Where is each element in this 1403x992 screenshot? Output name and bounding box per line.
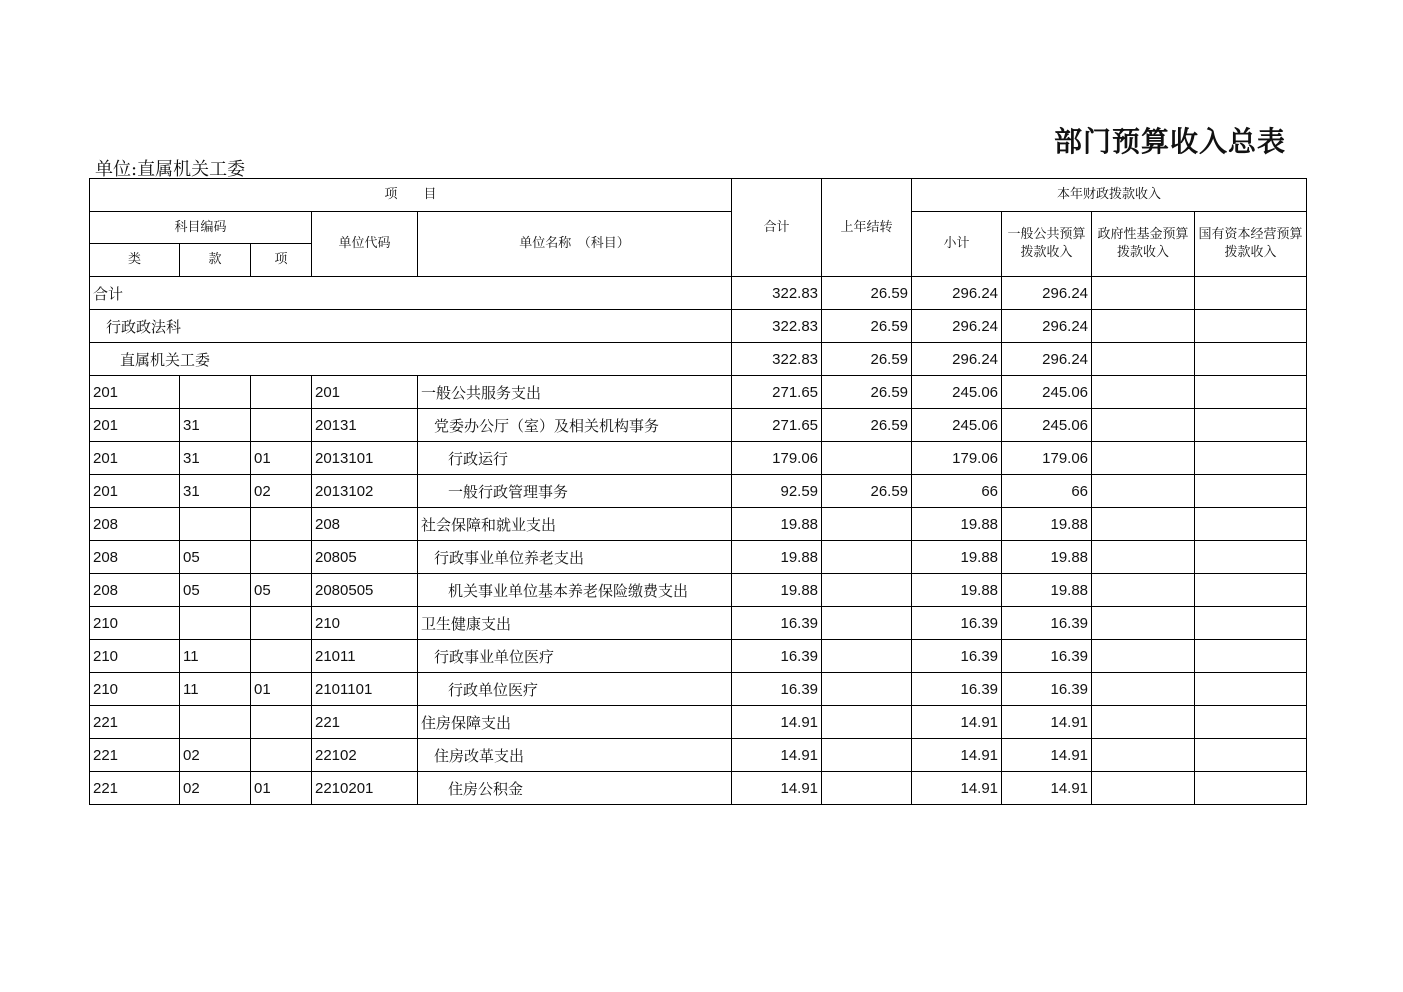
cell-subtotal: 66 xyxy=(912,475,1002,508)
cell-total: 271.65 xyxy=(732,409,822,442)
cell-kuan: 31 xyxy=(180,442,251,475)
cell-unit-code: 208 xyxy=(312,508,418,541)
cell-gov-fund xyxy=(1092,640,1195,673)
summary-row xyxy=(90,277,1307,310)
cell-kuan: 05 xyxy=(180,541,251,574)
cell-subtotal: 14.91 xyxy=(912,772,1002,805)
cell-carryover: 26.59 xyxy=(822,475,912,508)
table-row xyxy=(90,640,1307,673)
cell-total: 19.88 xyxy=(732,541,822,574)
cell-state-capital xyxy=(1195,475,1307,508)
cell-lei: 208 xyxy=(90,574,180,607)
cell-unit-name: 一般行政管理事务 xyxy=(418,475,732,508)
header-project: 项 目 xyxy=(90,179,732,212)
cell-xiang xyxy=(251,607,312,640)
cell-kuan: 02 xyxy=(180,772,251,805)
cell-general-public: 16.39 xyxy=(1002,640,1092,673)
header-subtotal: 小计 xyxy=(912,212,1002,277)
cell-subtotal: 296.24 xyxy=(912,343,1002,376)
cell-gov-fund xyxy=(1092,673,1195,706)
cell-subtotal: 19.88 xyxy=(912,574,1002,607)
cell-kuan: 31 xyxy=(180,409,251,442)
cell-carryover xyxy=(822,574,912,607)
cell-carryover xyxy=(822,706,912,739)
unit-label: 单位:直属机关工委 xyxy=(95,159,246,180)
cell-total: 14.91 xyxy=(732,739,822,772)
cell-general-public: 66 xyxy=(1002,475,1092,508)
table-row xyxy=(90,607,1307,640)
cell-total: 322.83 xyxy=(732,277,822,310)
cell-subtotal: 296.24 xyxy=(912,310,1002,343)
header-unit-code: 单位代码 xyxy=(312,212,418,277)
summary-label: 合计 xyxy=(90,277,732,310)
cell-state-capital xyxy=(1195,376,1307,409)
table-row xyxy=(90,376,1307,409)
table-row xyxy=(90,508,1307,541)
cell-unit-name: 住房改革支出 xyxy=(418,739,732,772)
cell-gov-fund xyxy=(1092,739,1195,772)
cell-kuan xyxy=(180,607,251,640)
cell-state-capital xyxy=(1195,574,1307,607)
cell-total: 19.88 xyxy=(732,574,822,607)
cell-general-public: 245.06 xyxy=(1002,376,1092,409)
cell-general-public: 296.24 xyxy=(1002,277,1092,310)
header-gov-fund: 政府性基金预算拨款收入 xyxy=(1092,212,1195,277)
cell-unit-name: 党委办公厅（室）及相关机构事务 xyxy=(418,409,732,442)
table-row xyxy=(90,442,1307,475)
cell-lei: 201 xyxy=(90,376,180,409)
cell-carryover xyxy=(822,673,912,706)
cell-unit-code: 2101101 xyxy=(312,673,418,706)
cell-unit-code: 20131 xyxy=(312,409,418,442)
cell-state-capital xyxy=(1195,739,1307,772)
summary-row xyxy=(90,310,1307,343)
table-row xyxy=(90,772,1307,805)
cell-kuan: 11 xyxy=(180,640,251,673)
cell-gov-fund xyxy=(1092,442,1195,475)
cell-state-capital xyxy=(1195,640,1307,673)
table-row xyxy=(90,574,1307,607)
cell-carryover: 26.59 xyxy=(822,277,912,310)
cell-state-capital xyxy=(1195,508,1307,541)
cell-unit-name: 住房公积金 xyxy=(418,772,732,805)
cell-general-public: 296.24 xyxy=(1002,310,1092,343)
cell-carryover xyxy=(822,739,912,772)
cell-total: 19.88 xyxy=(732,508,822,541)
cell-xiang xyxy=(251,508,312,541)
table-row xyxy=(90,706,1307,739)
cell-gov-fund xyxy=(1092,541,1195,574)
cell-carryover: 26.59 xyxy=(822,376,912,409)
table-row xyxy=(90,673,1307,706)
cell-general-public: 19.88 xyxy=(1002,541,1092,574)
cell-subtotal: 245.06 xyxy=(912,409,1002,442)
cell-gov-fund xyxy=(1092,475,1195,508)
cell-lei: 210 xyxy=(90,673,180,706)
cell-state-capital xyxy=(1195,541,1307,574)
cell-kuan xyxy=(180,508,251,541)
cell-general-public: 14.91 xyxy=(1002,706,1092,739)
cell-unit-code: 2013101 xyxy=(312,442,418,475)
cell-general-public: 296.24 xyxy=(1002,343,1092,376)
cell-total: 92.59 xyxy=(732,475,822,508)
cell-state-capital xyxy=(1195,409,1307,442)
cell-subtotal: 14.91 xyxy=(912,739,1002,772)
cell-gov-fund xyxy=(1092,277,1195,310)
cell-kuan: 05 xyxy=(180,574,251,607)
header-row-1 xyxy=(90,179,1307,212)
cell-lei: 201 xyxy=(90,442,180,475)
cell-carryover xyxy=(822,772,912,805)
cell-subtotal: 16.39 xyxy=(912,640,1002,673)
cell-state-capital xyxy=(1195,772,1307,805)
cell-carryover xyxy=(822,508,912,541)
summary-row xyxy=(90,343,1307,376)
cell-state-capital xyxy=(1195,277,1307,310)
cell-kuan xyxy=(180,376,251,409)
cell-xiang xyxy=(251,376,312,409)
table-row xyxy=(90,541,1307,574)
cell-lei: 201 xyxy=(90,409,180,442)
cell-xiang xyxy=(251,409,312,442)
cell-gov-fund xyxy=(1092,310,1195,343)
cell-carryover: 26.59 xyxy=(822,343,912,376)
header-last-year-carryover: 上年结转 xyxy=(822,179,912,277)
cell-unit-code: 22102 xyxy=(312,739,418,772)
cell-general-public: 14.91 xyxy=(1002,739,1092,772)
cell-general-public: 16.39 xyxy=(1002,673,1092,706)
cell-subtotal: 245.06 xyxy=(912,376,1002,409)
cell-unit-name: 行政事业单位医疗 xyxy=(418,640,732,673)
cell-subtotal: 179.06 xyxy=(912,442,1002,475)
budget-income-table xyxy=(89,178,1307,805)
table-row xyxy=(90,739,1307,772)
cell-general-public: 179.06 xyxy=(1002,442,1092,475)
table-row xyxy=(90,475,1307,508)
cell-total: 322.83 xyxy=(732,343,822,376)
cell-gov-fund xyxy=(1092,376,1195,409)
cell-carryover xyxy=(822,640,912,673)
header-subject-code: 科目编码 xyxy=(90,212,312,244)
cell-gov-fund xyxy=(1092,772,1195,805)
cell-total: 322.83 xyxy=(732,310,822,343)
cell-total: 14.91 xyxy=(732,772,822,805)
cell-general-public: 16.39 xyxy=(1002,607,1092,640)
cell-kuan: 11 xyxy=(180,673,251,706)
cell-gov-fund xyxy=(1092,574,1195,607)
cell-state-capital xyxy=(1195,706,1307,739)
header-state-capital: 国有资本经营预算拨款收入 xyxy=(1195,212,1307,277)
cell-lei: 221 xyxy=(90,772,180,805)
cell-total: 16.39 xyxy=(732,607,822,640)
cell-unit-name: 行政单位医疗 xyxy=(418,673,732,706)
cell-xiang: 01 xyxy=(251,442,312,475)
cell-lei: 210 xyxy=(90,640,180,673)
cell-unit-code: 20805 xyxy=(312,541,418,574)
cell-xiang: 02 xyxy=(251,475,312,508)
cell-xiang xyxy=(251,739,312,772)
cell-unit-code: 2080505 xyxy=(312,574,418,607)
cell-unit-name: 一般公共服务支出 xyxy=(418,376,732,409)
cell-carryover xyxy=(822,607,912,640)
cell-unit-code: 21011 xyxy=(312,640,418,673)
header-current-year-fiscal: 本年财政拨款收入 xyxy=(912,179,1307,212)
cell-xiang xyxy=(251,541,312,574)
cell-unit-name: 卫生健康支出 xyxy=(418,607,732,640)
cell-general-public: 245.06 xyxy=(1002,409,1092,442)
cell-kuan xyxy=(180,706,251,739)
cell-xiang xyxy=(251,640,312,673)
cell-total: 16.39 xyxy=(732,640,822,673)
cell-lei: 208 xyxy=(90,541,180,574)
cell-general-public: 19.88 xyxy=(1002,574,1092,607)
cell-unit-code: 201 xyxy=(312,376,418,409)
cell-state-capital xyxy=(1195,607,1307,640)
header-lei: 类 xyxy=(90,244,180,277)
cell-unit-name: 社会保障和就业支出 xyxy=(418,508,732,541)
cell-carryover: 26.59 xyxy=(822,409,912,442)
cell-state-capital xyxy=(1195,343,1307,376)
summary-label: 直属机关工委 xyxy=(90,343,732,376)
cell-lei: 208 xyxy=(90,508,180,541)
header-kuan: 款 xyxy=(180,244,251,277)
cell-subtotal: 19.88 xyxy=(912,508,1002,541)
cell-carryover xyxy=(822,541,912,574)
cell-carryover xyxy=(822,442,912,475)
cell-gov-fund xyxy=(1092,706,1195,739)
cell-lei: 221 xyxy=(90,706,180,739)
cell-general-public: 19.88 xyxy=(1002,508,1092,541)
cell-gov-fund xyxy=(1092,343,1195,376)
cell-unit-code: 2210201 xyxy=(312,772,418,805)
cell-unit-name: 住房保障支出 xyxy=(418,706,732,739)
header-row-2 xyxy=(90,212,1307,244)
cell-gov-fund xyxy=(1092,409,1195,442)
cell-unit-name: 机关事业单位基本养老保险缴费支出 xyxy=(418,574,732,607)
cell-total: 16.39 xyxy=(732,673,822,706)
cell-kuan: 02 xyxy=(180,739,251,772)
cell-general-public: 14.91 xyxy=(1002,772,1092,805)
cell-lei: 221 xyxy=(90,739,180,772)
header-general-public: 一般公共预算拨款收入 xyxy=(1002,212,1092,277)
cell-state-capital xyxy=(1195,442,1307,475)
cell-lei: 201 xyxy=(90,475,180,508)
header-unit-name: 单位名称 （科目） xyxy=(418,212,732,277)
cell-carryover: 26.59 xyxy=(822,310,912,343)
cell-xiang: 01 xyxy=(251,772,312,805)
header-xiang: 项 xyxy=(251,244,312,277)
cell-subtotal: 16.39 xyxy=(912,607,1002,640)
cell-state-capital xyxy=(1195,310,1307,343)
cell-gov-fund xyxy=(1092,607,1195,640)
cell-total: 271.65 xyxy=(732,376,822,409)
cell-subtotal: 19.88 xyxy=(912,541,1002,574)
cell-unit-name: 行政事业单位养老支出 xyxy=(418,541,732,574)
page-title: 部门预算收入总表 xyxy=(1054,125,1287,158)
cell-xiang: 01 xyxy=(251,673,312,706)
header-total: 合计 xyxy=(732,179,822,277)
cell-state-capital xyxy=(1195,673,1307,706)
table-row xyxy=(90,409,1307,442)
cell-unit-code: 2013102 xyxy=(312,475,418,508)
cell-kuan: 31 xyxy=(180,475,251,508)
cell-xiang: 05 xyxy=(251,574,312,607)
cell-gov-fund xyxy=(1092,508,1195,541)
cell-unit-code: 210 xyxy=(312,607,418,640)
cell-unit-name: 行政运行 xyxy=(418,442,732,475)
cell-total: 179.06 xyxy=(732,442,822,475)
cell-subtotal: 16.39 xyxy=(912,673,1002,706)
cell-total: 14.91 xyxy=(732,706,822,739)
cell-lei: 210 xyxy=(90,607,180,640)
cell-subtotal: 296.24 xyxy=(912,277,1002,310)
cell-xiang xyxy=(251,706,312,739)
cell-unit-code: 221 xyxy=(312,706,418,739)
cell-subtotal: 14.91 xyxy=(912,706,1002,739)
summary-label: 行政政法科 xyxy=(90,310,732,343)
